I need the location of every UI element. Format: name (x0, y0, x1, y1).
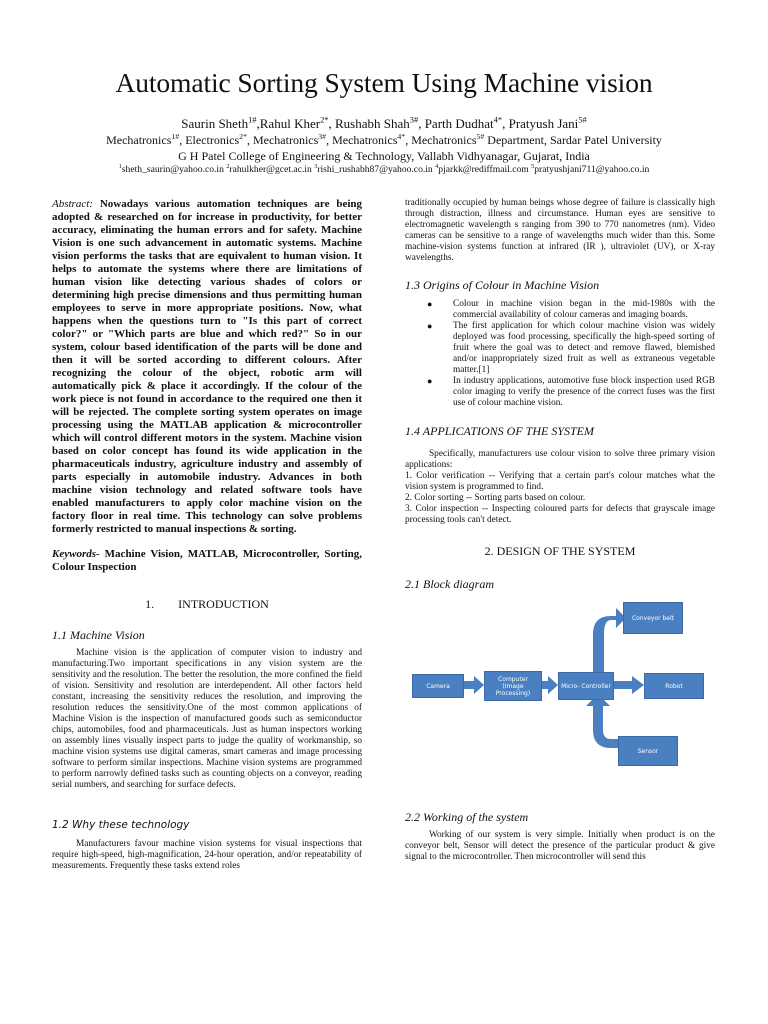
email-link[interactable]: rahulkher@gcet.ac.in (229, 164, 312, 175)
bullet-icon: ● (427, 321, 433, 331)
sensor-block: Sensor (618, 736, 678, 766)
bullet-icon: ● (427, 376, 433, 386)
email-link[interactable]: pratyushjani711@yahoo.co.in (534, 164, 650, 175)
arrow-sensor-to-micro (586, 694, 618, 748)
affiliation-line: Mechatronics$^{1\#}$, Electronics$^{2*}$, Mechatronics$^{3\#}$, Mechatronics$^{4*}$, Mechatronics$^{5\#}$ Department, Sardar Patel University (106, 132, 662, 147)
arrow-computer-to-micro (540, 676, 558, 694)
origins-bullet-list (405, 299, 715, 409)
list-item: 1. Color verification -- Verifying that a certain part's colour matches what the vision system is programmed to find. (405, 471, 715, 492)
author-list: Saurin Sheth$^{1\#}$,Rahul Kher$^{2*}$, Rushabh Shah$^{3\#}$, Parth Dudhat$^{4*}$, Pratyush Jani$^{5\#}$ (181, 114, 587, 131)
abstract-text: Nowadays various automation techniques are being adopted & researched on for increase in productivity, for better accuracy, eliminating the human errors and for safety. Machine Vision is one such advancement in automatic systems. Machine vision performs the tasks that are equivalent to human vision. It helps to automate the systems where there are limitations of human vision like detecting various shades of colors or determining high precise dimensions and thus permitting human employees to serve in more appropriate positions. Now, what happens when the questions turn to "Is this part of correct color?" or "Which parts are blue and which red?" So in our system, colour based identification of the parts will be done and then it will be sorted according to different colours. After recognizing the colour of the object, robotic arm will automatically pick & place it accordingly. If the colour of the work piece is not found in accordance to the required one then it will be rejected. The complete sorting system operates on image processing using the MATLAB application & microcontroller which will control different motors in the system. Machine vision based on color concept has found its wide application in the pharmaceuticals industry, agriculture industry and assembly of parts especially in automobile industry. Advances in both machine vision technology and related software tools have enabled manufacturers to apply color machine vision on the factory floor in real time. This technology can solve problems formerly restricted to manual inspections & sorting. (52, 198, 363, 535)
list-item: ● The first application for which colour machine vision was widely deployed was food processing, specifically the high-speed sorting of fruit where the goal was to detect and remove flawed, blemished and/or inappropriately sized fruit as well as extraneous vegetable matter.[1] (427, 321, 715, 375)
author: Saurin Sheth$^{1\#}$ (181, 114, 257, 131)
keywords-label: Keywords- (52, 548, 100, 560)
arrow-micro-to-robot (612, 676, 644, 694)
applications-intro: Specifically, manufacturers use colour vision to solve three primary vision applications: (405, 449, 715, 470)
paragraph-why-technology: Manufacturers favour machine vision systems for visual inspections that require high-speed, high-magnification, 24-hour operation, and/or repeatability of measurements. Frequently these tasks extend roles (52, 839, 362, 871)
author: Pratyush Jani$^{5\#}$ (508, 114, 587, 131)
keywords (52, 548, 362, 574)
applications-block (405, 449, 715, 526)
block-diagram (412, 598, 718, 776)
author: Rushabh Shah$^{3\#}$ (335, 114, 419, 131)
keywords-text: Machine Vision, MATLAB, Microcontroller, Sorting, Colour Inspection (52, 548, 362, 573)
list-item: ● In industry applications, automotive fuse block inspection used RGB color imaging to verify the presence of the correct fuses was the first use of colour machine vision. (427, 376, 715, 408)
computer-block: Computer (Image Processing) (484, 671, 542, 701)
arrow-camera-to-computer (462, 676, 484, 694)
paragraph-machine-vision: Machine vision is the application of computer vision to industry and manufacturing.Two important specifications in any vision system are the sensitivity and the resolution. The better the resolution, the more confined the field of vision. Sensitivity and resolution are interdependent. All other factors held constant, increasing the sensitivity reduces the resolution, and improving the resolution reduces the sensitivity.One of the most common applications of Machine Vision is the inspection of manufactured goods such as semiconductor chips, automobiles, food and pharmaceuticals. Just as human inspectors working on assembly lines visually inspect parts to judge the quality of workmanship, so machine vision systems use digital cameras, smart cameras and image processing software to perform similar inspections. Machine vision systems are programmed to perform narrowly defined tasks such as counting objects on a conveyor, reading serial numbers, and searching for surface defects. (52, 648, 362, 790)
bullet-icon: ● (427, 299, 433, 309)
college-line: G H Patel College of Engineering & Technology, Vallabh Vidhyanagar, Gujarat, India (178, 149, 590, 163)
list-item: 3. Color inspection -- Inspecting coloured parts for defects that grayscale image processing tools can't detect. (405, 504, 715, 525)
email-link[interactable]: pjarkk@rediffmail.com (438, 164, 529, 175)
conveyor-belt-block: Conveyor belt (623, 602, 683, 634)
arrow-micro-to-conveyor (593, 608, 626, 672)
list-item: 2. Color sorting -- Sorting parts based on colour. (405, 493, 586, 503)
email-link[interactable]: sheth_saurin@yahoo.co.in (121, 164, 224, 175)
subsection-heading-why-technology: 1.2 Why these technology (52, 819, 190, 831)
camera-block: Camera (412, 674, 464, 698)
subsection-heading-working: 2.2 Working of the system (405, 810, 529, 824)
list-item: ● Colour in machine vision began in the mid-1980s with the commercial availability of colour cameras and imaging boards. (427, 299, 715, 320)
author: Parth Dudhat$^{4*}$ (424, 114, 503, 131)
author: Rahul Kher$^{2*}$ (259, 114, 329, 131)
subsection-heading-block-diagram: 2.1 Block diagram (405, 577, 494, 591)
robot-block: Robot (644, 673, 704, 699)
microcontroller-block: Micro- Controller (558, 672, 614, 700)
paragraph-working: Working of our system is very simple. Initially when product is on the conveyor belt, Sensor will detect the presence of the particular product & give signal to the microcontroller. Then microcontroller will send this (405, 830, 715, 862)
paragraph-why-technology-continued: traditionally occupied by human beings whose degree of failure is classically high through distraction, illness and circumstance. Human eyes are sensitive to electromagnetic wavelength s ranging from 390 to 770 nanometres (nm). Video cameras can be sensitive to a range of wavelengths much wider than this. Some machine-vision systems function at infrared (IR ), ultraviolet (UV), or X-ray wavelengths. (405, 198, 715, 263)
section-heading-introduction: 1. INTRODUCTION (145, 597, 269, 611)
abstract (52, 198, 362, 536)
subsection-heading-applications: 1.4 APPLICATIONS OF THE SYSTEM (405, 424, 595, 438)
email-link[interactable]: rishi_rushabh87@yahoo.co.in (317, 164, 433, 175)
abstract-label: Abstract: (52, 198, 93, 210)
paper-title: Automatic Sorting System Using Machine vision (115, 67, 653, 98)
subsection-heading-colour-origins: 1.3 Origins of Colour in Machine Vision (405, 278, 600, 292)
section-heading-design: 2. DESIGN OF THE SYSTEM (484, 544, 636, 558)
subsection-heading-machine-vision: 1.1 Machine Vision (52, 628, 145, 642)
email-line: $^1$sheth_saurin@yahoo.co.in $^2$rahulkher@gcet.ac.in $^3$rishi_rushabh87@yahoo.co.in $^4$pjarkk@rediffmail.com $^5$pratyushjani711@yahoo.co.in (118, 162, 650, 175)
